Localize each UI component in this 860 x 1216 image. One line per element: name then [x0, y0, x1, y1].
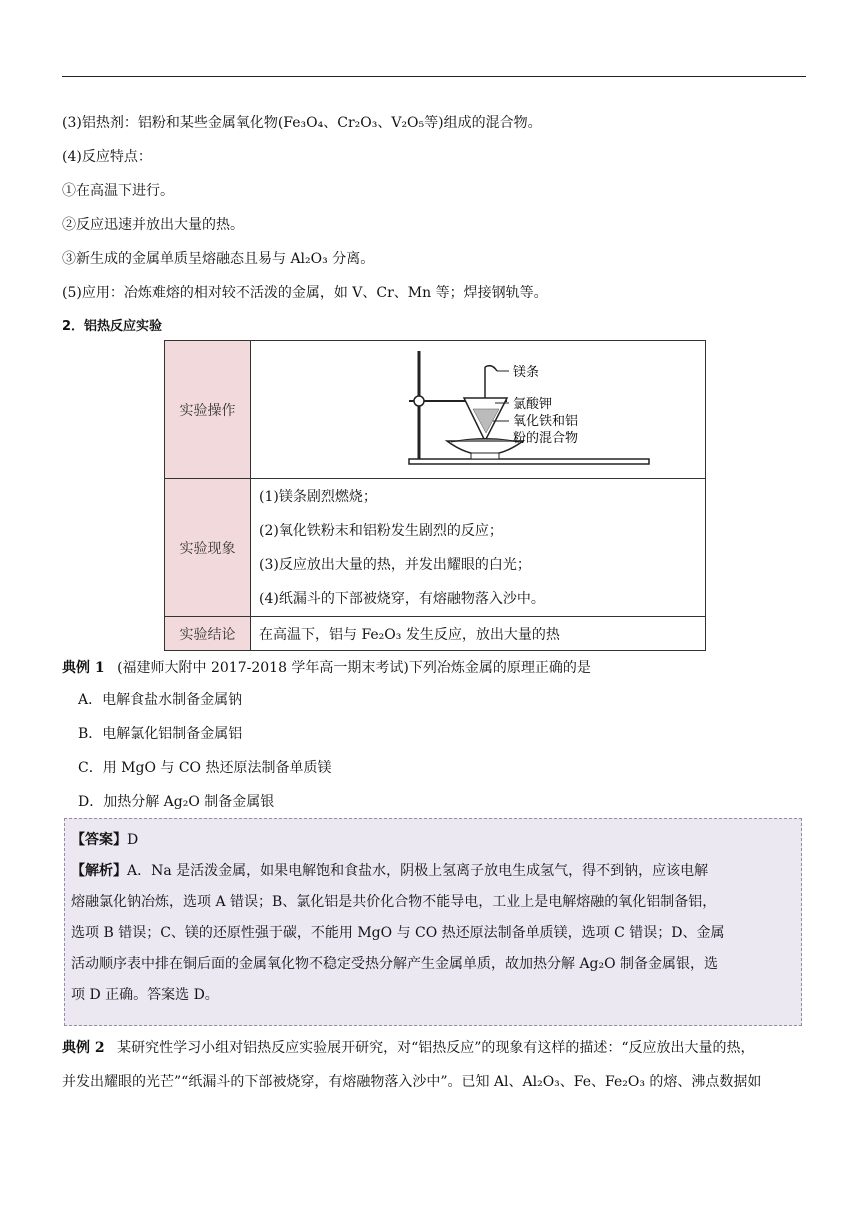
- label-mixture-1: 氧化铁和铝: [513, 414, 579, 429]
- option-d: D．加热分解 Ag₂O 制备金属银: [78, 794, 275, 810]
- reaction-features-heading: (4)反应特点：: [62, 149, 152, 165]
- experiment-table: [164, 340, 706, 651]
- label-observation: 实验现象: [165, 479, 251, 617]
- aluminothermic-agent-text: (3)铝热剂：铝粉和某些金属氧化物(Fe₃O₄、Cr₂O₃、V₂O₅等)组成的混合物。: [62, 115, 542, 131]
- example2-text-1: 某研究性学习小组对铝热反应实验展开研究，对“铝热反应”的现象有这样的描述：“反应放出大量的热，: [117, 1040, 755, 1056]
- analysis-tag: 【解析】: [71, 863, 127, 879]
- conclusion-text: 在高温下，铝与 Fe₂O₃ 发生反应，放出大量的热: [251, 617, 706, 651]
- observation-2: (2)氧化铁粉末和铝粉发生剧烈的反应；: [259, 522, 503, 539]
- header-rule: [62, 76, 806, 77]
- analysis-line-4: 活动顺序表中排在铜后面的金属氧化物不稳定受热分解产生金属单质，故加热分解 Ag₂O 制备金属银，选: [71, 956, 719, 972]
- feature-2: ②反应迅速并放出大量的热。: [62, 217, 244, 233]
- example2-line-1: [62, 1038, 755, 1058]
- analysis-line-2: 熔融氯化钠冶炼，选项 A 错误；B、氯化铝是共价化合物不能导电，工业上是电解熔融的氧化铝制备铝，: [71, 894, 717, 910]
- section-title: 2．铝热反应实验: [62, 319, 163, 334]
- option-a: A．电解食盐水制备金属钠: [78, 692, 243, 708]
- apparatus-diagram: [259, 341, 705, 474]
- feature-1: ①在高温下进行。: [62, 183, 174, 199]
- label-mg-strip: 镁条: [513, 365, 540, 380]
- option-c: C．用 MgO 与 CO 热还原法制备单质镁: [78, 760, 332, 776]
- observation-4: (4)纸漏斗的下部被烧穿，有熔融物落入沙中。: [259, 590, 545, 607]
- example2-label: 典例 2: [62, 1040, 105, 1056]
- feature-3: ③新生成的金属单质呈熔融态且易与 Al₂O₃ 分离。: [62, 251, 375, 267]
- observation-1: (1)镁条剧烈燃烧；: [259, 488, 377, 505]
- observation-3: (3)反应放出大量的热，并发出耀眼的白光；: [259, 556, 531, 573]
- label-mixture-2: 粉的混合物: [513, 431, 579, 446]
- label-kclo3: 氯酸钾: [513, 397, 553, 412]
- label-operation: 实验操作: [165, 341, 251, 479]
- analysis-line-3: 选项 B 错误；C、镁的还原性强于碳，不能用 MgO 与 CO 热还原法制备单质镁，选项 C 错误；D、金属: [71, 925, 725, 941]
- answer-box: [64, 818, 802, 1026]
- apparatus-diagram-cell: [251, 341, 706, 479]
- label-conclusion: 实验结论: [165, 617, 251, 651]
- analysis-line-5: 项 D 正确。答案选 D。: [71, 987, 219, 1003]
- answer-tag: 【答案】: [71, 832, 127, 848]
- analysis-text-1: A．Na 是活泼金属，如果电解饱和食盐水，阴极上氢离子放电生成氢气，得不到钠，应该电解: [127, 863, 709, 879]
- example1-text: (福建师大附中 2017-2018 学年高一期末考试)下列冶炼金属的原理正确的是: [117, 660, 591, 676]
- option-b: B．电解氯化铝制备金属铝: [78, 726, 243, 742]
- observations-cell: [251, 479, 706, 617]
- example1-question: [62, 658, 591, 678]
- answer-value: D: [127, 832, 139, 848]
- analysis-line-1: [71, 856, 795, 887]
- example2-line-2: 并发出耀眼的光芒”“纸漏斗的下部被烧穿，有熔融物落入沙中”。已知 Al、Al₂O₃、Fe、Fe₂O₃ 的熔、沸点数据如: [62, 1074, 762, 1090]
- answer-line: [71, 825, 795, 856]
- example1-label: 典例 1: [62, 660, 105, 676]
- applications-text: (5)应用：冶炼难熔的相对较不活泼的金属，如 V、Cr、Mn 等；焊接钢轨等。: [62, 285, 548, 301]
